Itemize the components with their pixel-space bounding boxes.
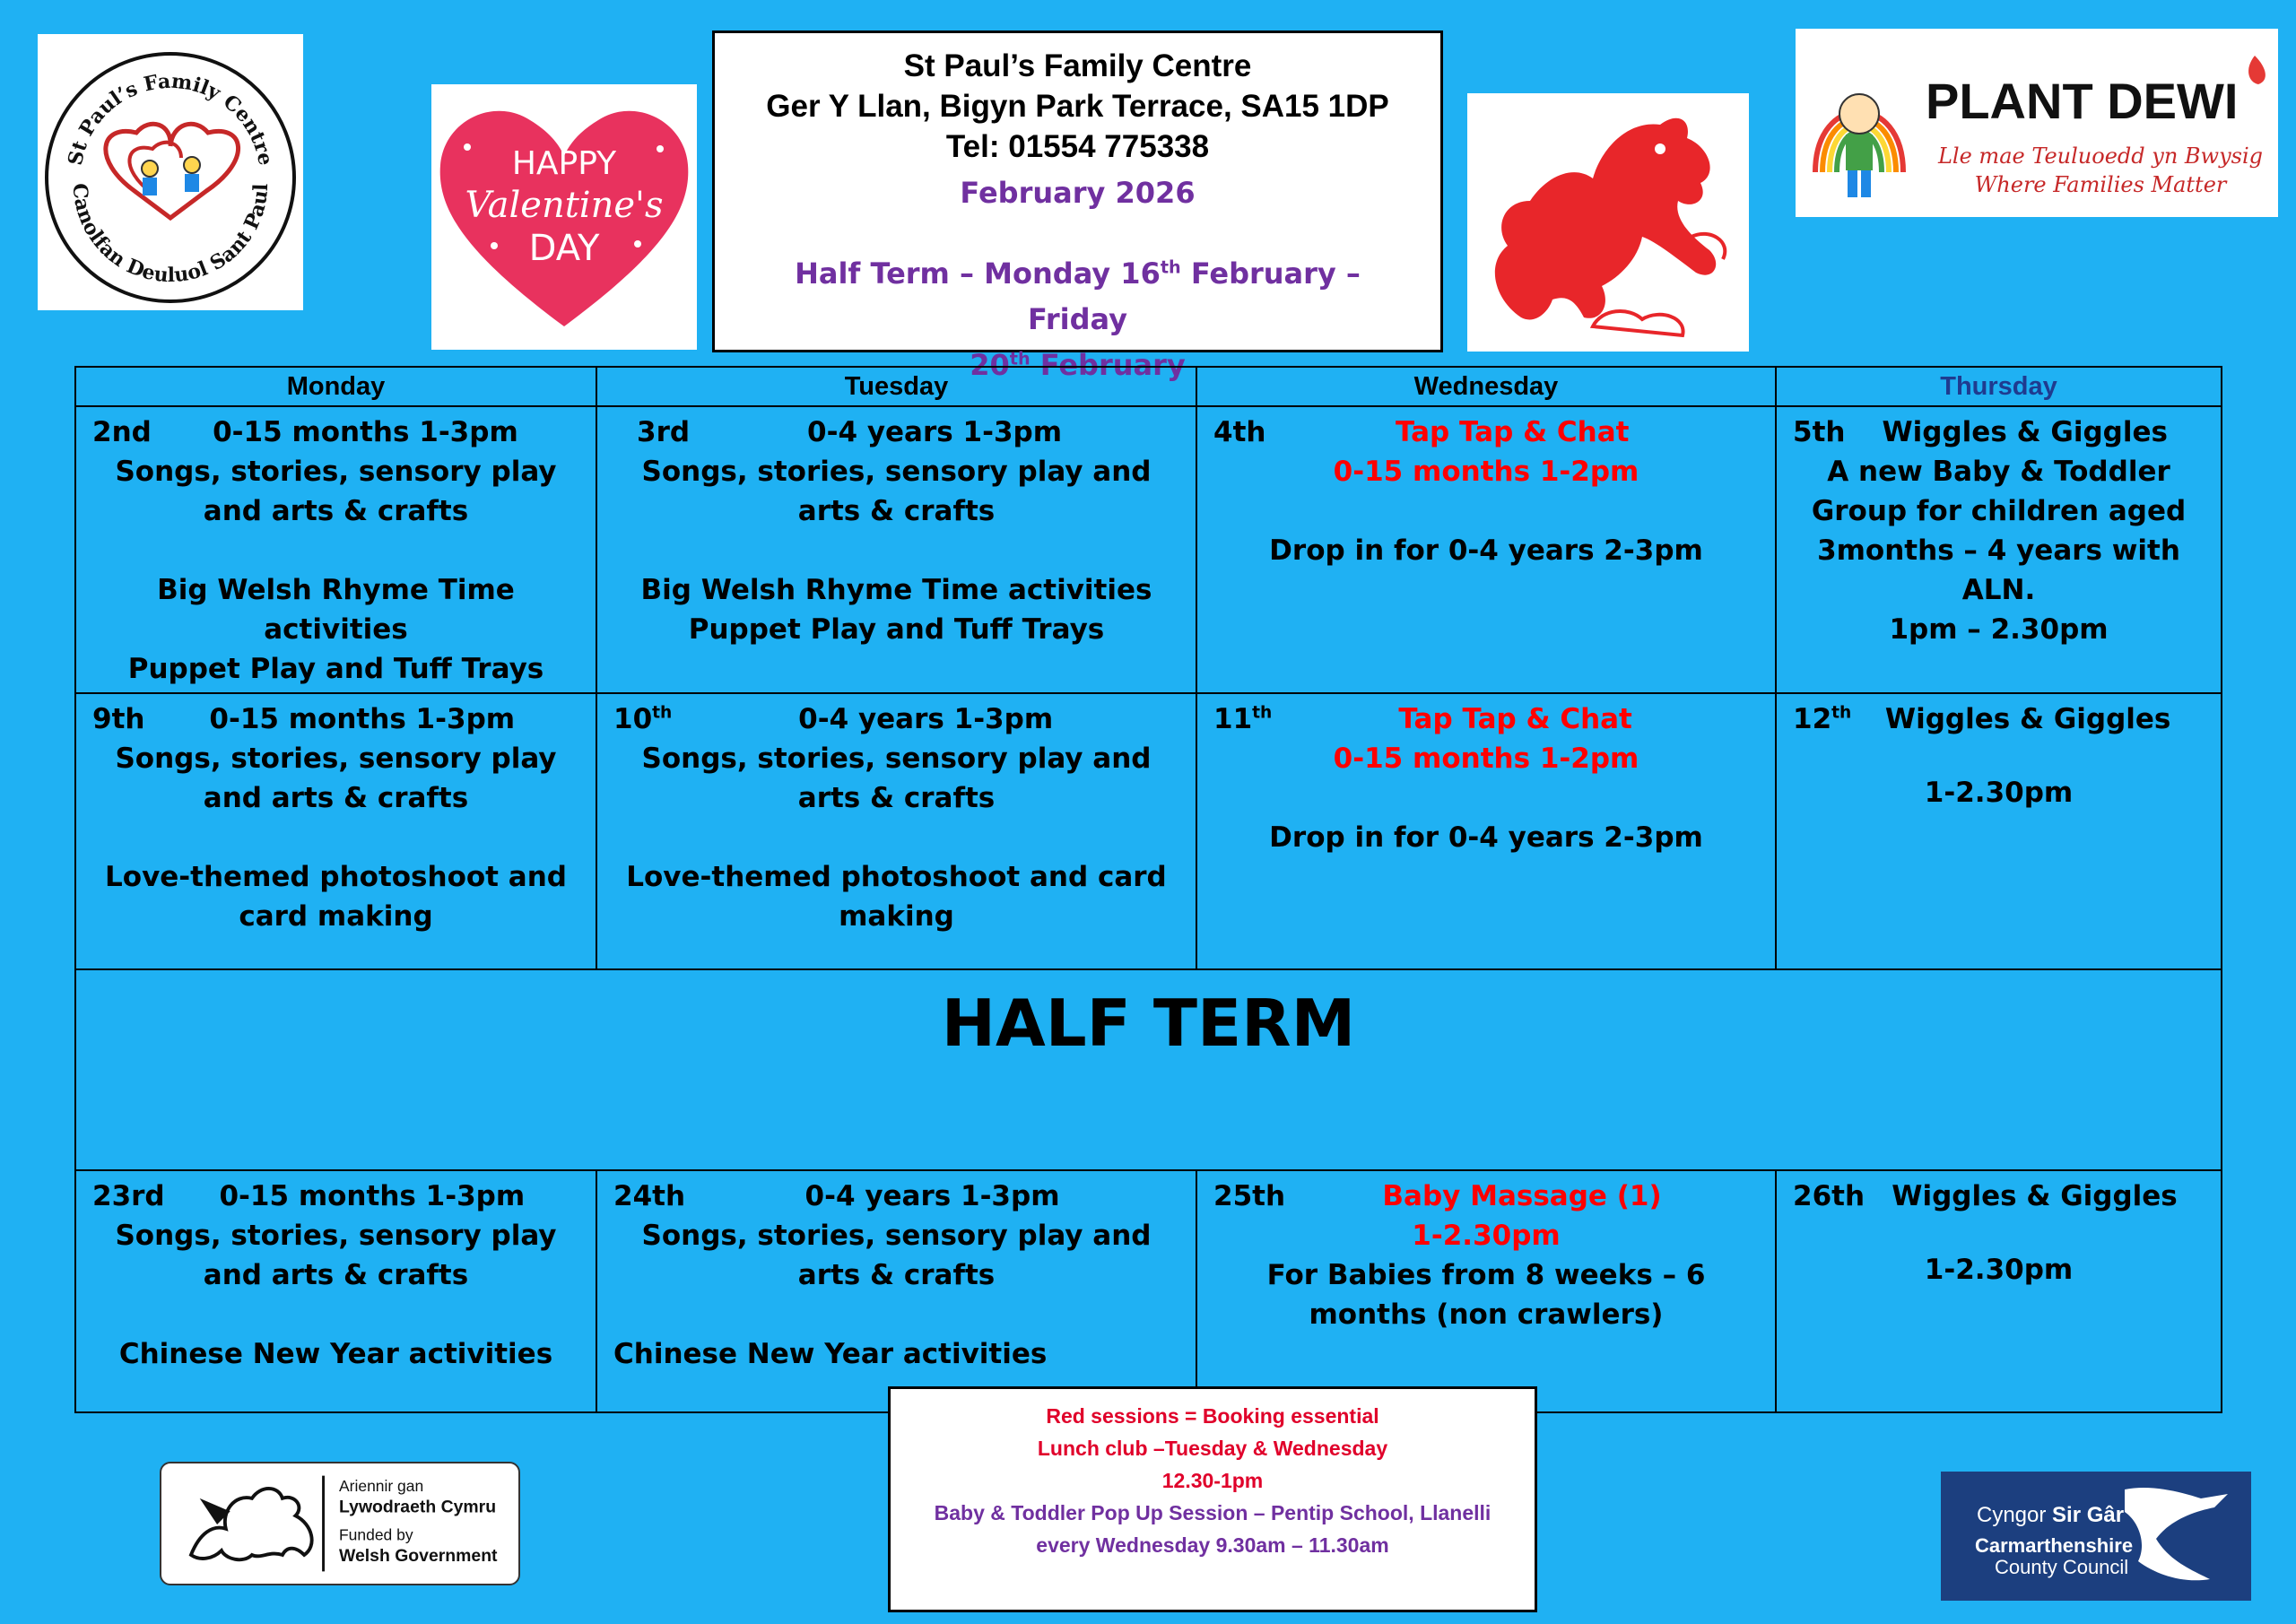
svg-text:Welsh Government: Welsh Government — [339, 1545, 498, 1566]
day-cell-thu-12 — [1776, 693, 2222, 969]
svg-text:PLANT DEWI: PLANT DEWI — [1926, 73, 2239, 129]
day-cell-tue-3 — [596, 406, 1196, 693]
plant-dewi-emblem-icon — [1796, 29, 2278, 217]
session-title: Baby Massage (1) — [1382, 1180, 1662, 1212]
day-date: 26th — [1793, 1180, 1866, 1212]
calendar-table — [74, 366, 2222, 1413]
session-detail: 1-2.30pm — [1924, 777, 2074, 809]
carmarthenshire-dragon-icon — [1941, 1472, 2251, 1601]
info-popup-time: every Wednesday 9.30am – 11.30am — [1036, 1533, 1389, 1557]
session-detail: 1-2.30pm — [1412, 1220, 1561, 1252]
session-detail: Chinese New Year activities — [118, 1338, 553, 1370]
svg-text:Cyngor Sir Gâr: Cyngor Sir Gâr — [1977, 1503, 2125, 1527]
svg-text:St Paul’s Family Centre: St Paul’s Family Centre — [63, 69, 278, 168]
info-lunch-time: 12.30-1pm — [1161, 1469, 1264, 1492]
session-detail: For Babies from 8 weeks – 6 months (non crawlers) — [1266, 1259, 1706, 1331]
session-detail: 0-15 months 1-2pm — [1333, 456, 1639, 488]
svg-text:Funded by: Funded by — [339, 1525, 413, 1544]
day-cell-mon-2 — [75, 406, 596, 693]
day-date: 10th — [613, 703, 673, 735]
day-date: 9th — [92, 703, 145, 735]
st-pauls-emblem-icon — [38, 34, 303, 310]
svg-text:Lle mae Teuluoedd yn Bwysig: Lle mae Teuluoedd yn Bwysig — [1937, 143, 2264, 169]
svg-text:DAY: DAY — [528, 228, 600, 269]
session-title: Tap Tap & Chat — [1398, 703, 1632, 735]
session-title: 0-15 months 1-3pm — [219, 1180, 526, 1212]
chinese-horse-image — [1467, 93, 1749, 352]
session-detail: Love-themed photoshoot and card making — [626, 861, 1167, 933]
st-pauls-logo — [38, 34, 303, 310]
session-detail: Love-themed photoshoot and card making — [105, 861, 567, 933]
session-detail: Big Welsh Rhyme Time activities — [157, 574, 515, 646]
info-booking: Red sessions = Booking essential — [1046, 1404, 1379, 1428]
half-term-row — [75, 969, 2222, 1170]
welsh-government-logo — [160, 1462, 520, 1585]
session-title: Wiggles & Giggles — [1884, 703, 2171, 735]
svg-text:Lywodraeth Cymru: Lywodraeth Cymru — [339, 1497, 497, 1517]
half-term-label: HALF TERM — [941, 986, 1356, 1061]
day-cell-wed-4 — [1196, 406, 1776, 693]
day-date: 5th — [1793, 416, 1846, 448]
session-detail: Puppet Play and Tuff Trays — [127, 653, 544, 685]
session-title: Tap Tap & Chat — [1395, 416, 1630, 448]
day-cell-thu-5 — [1776, 406, 2222, 693]
info-popup-session: Baby & Toddler Pop Up Session – Pentip School, Llanelli — [934, 1501, 1492, 1524]
day-date: 2nd — [92, 416, 152, 448]
session-detail: A new Baby & Toddler Group for children aged 3months – 4 years with ALN. — [1811, 456, 2187, 606]
plant-dewi-logo — [1796, 29, 2278, 217]
svg-text:Canolfan Deuluol Sant Paul: Canolfan Deuluol Sant Paul — [67, 182, 274, 288]
half-term-dates: Half Term – Monday 16th February – Friday 20th February — [795, 256, 1361, 382]
svg-text:Where Families Matter: Where Families Matter — [1974, 172, 2227, 197]
month-title: February 2026 — [960, 176, 1196, 210]
day-date: 3rd — [637, 416, 691, 448]
horse-icon — [1467, 93, 1749, 352]
session-title: 0-15 months 1-3pm — [213, 416, 518, 448]
session-detail: Chinese New Year activities — [613, 1338, 1048, 1370]
info-lunch-club: Lunch club –Tuesday & Wednesday — [1037, 1437, 1388, 1460]
centre-phone: Tel: 01554 775338 — [945, 129, 1210, 164]
session-detail: Big Welsh Rhyme Time activities — [640, 574, 1152, 606]
valentine-logo — [431, 84, 697, 350]
day-date: 25th — [1213, 1180, 1286, 1212]
info-box — [888, 1386, 1537, 1612]
header-tuesday: Tuesday — [596, 367, 1196, 406]
svg-text:HAPPY: HAPPY — [511, 145, 617, 182]
day-cell-tue-10 — [596, 693, 1196, 969]
centre-address: Ger Y Llan, Bigyn Park Terrace, SA15 1DP — [766, 89, 1389, 124]
svg-text:Ariennir gan: Ariennir gan — [339, 1477, 424, 1496]
session-title: Wiggles & Giggles — [1892, 1180, 2178, 1212]
session-title: 0-4 years 1-3pm — [807, 416, 1063, 448]
heart-icon — [431, 84, 697, 350]
session-detail: Songs, stories, sensory play and arts & crafts — [115, 743, 557, 814]
session-detail: Songs, stories, sensory play and arts & crafts — [641, 1220, 1152, 1291]
day-cell-thu-26 — [1776, 1170, 2222, 1412]
session-detail: Songs, stories, sensory play and arts & crafts — [641, 456, 1152, 527]
session-title: Wiggles & Giggles — [1882, 416, 2168, 448]
session-detail: Songs, stories, sensory play and arts & crafts — [115, 456, 557, 527]
session-detail: Songs, stories, sensory play and arts & crafts — [641, 743, 1152, 814]
day-cell-mon-9 — [75, 693, 596, 969]
welsh-dragon-icon — [161, 1463, 518, 1584]
day-date: 11th — [1213, 703, 1273, 735]
session-title: 0-4 years 1-3pm — [798, 703, 1054, 735]
svg-text:County Council: County Council — [1995, 1556, 2129, 1578]
day-date: 24th — [613, 1180, 686, 1212]
day-cell-wed-25 — [1196, 1170, 1776, 1412]
session-detail: Puppet Play and Tuff Trays — [688, 613, 1105, 646]
header-monday: Monday — [75, 367, 596, 406]
day-date: 23rd — [92, 1180, 165, 1212]
header-box — [712, 30, 1443, 382]
session-detail: Drop in for 0-4 years 2-3pm — [1269, 821, 1703, 854]
session-detail: Songs, stories, sensory play and arts & crafts — [115, 1220, 557, 1291]
carmarthenshire-logo — [1941, 1472, 2251, 1601]
day-date: 4th — [1213, 416, 1266, 448]
svg-text:Valentine's: Valentine's — [465, 185, 664, 226]
header-thursday: Thursday — [1776, 367, 2222, 406]
day-cell-wed-11 — [1196, 693, 1776, 969]
header-wednesday: Wednesday — [1196, 367, 1776, 406]
session-detail: 1pm – 2.30pm — [1889, 613, 2109, 646]
session-detail: 0-15 months 1-2pm — [1333, 743, 1639, 775]
day-cell-tue-24 — [596, 1170, 1196, 1412]
session-detail: 1-2.30pm — [1924, 1254, 2074, 1286]
svg-text:Carmarthenshire: Carmarthenshire — [1975, 1534, 2134, 1557]
day-cell-mon-23 — [75, 1170, 596, 1412]
centre-name: St Paul’s Family Centre — [903, 48, 1252, 83]
session-title: 0-15 months 1-3pm — [209, 703, 516, 735]
session-title: 0-4 years 1-3pm — [804, 1180, 1060, 1212]
session-detail: Drop in for 0-4 years 2-3pm — [1269, 534, 1703, 567]
day-date: 12th — [1793, 703, 1852, 735]
